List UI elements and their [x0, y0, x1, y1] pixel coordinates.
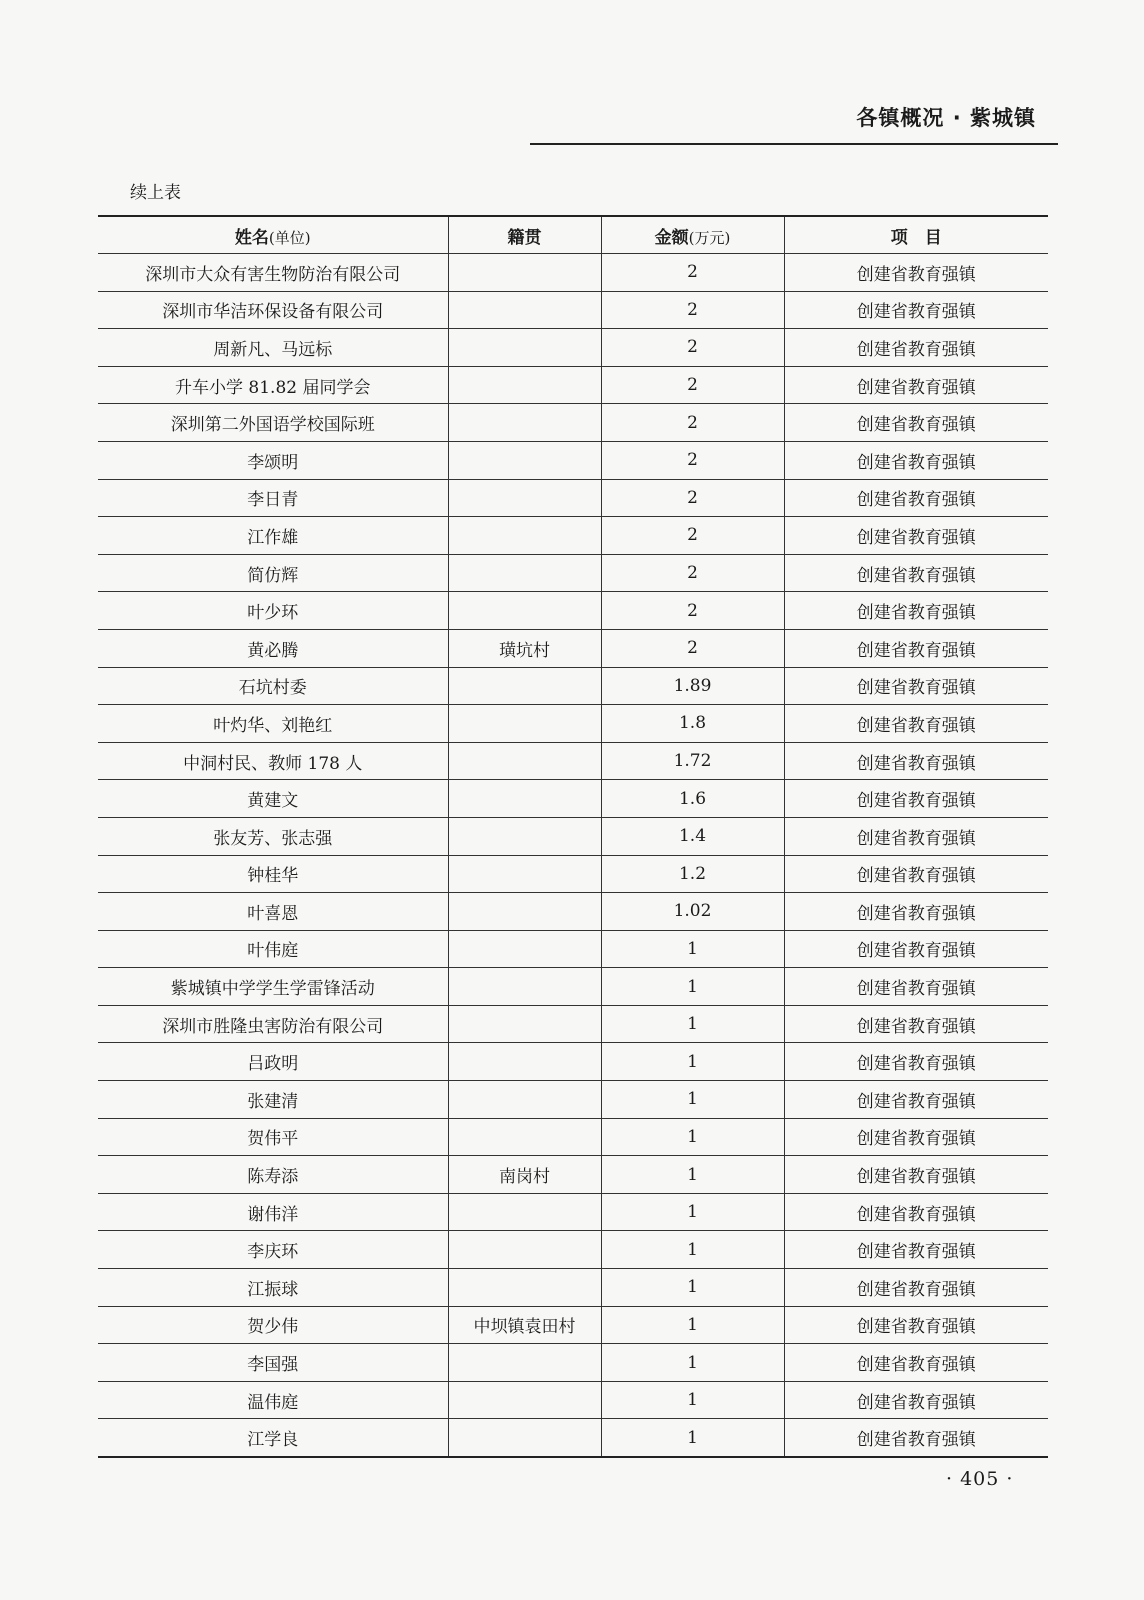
table-row — [98, 1344, 1048, 1382]
table-row — [98, 479, 1048, 517]
cell-name: 谢伟洋 — [98, 1193, 448, 1231]
cell-amount: 1.4 — [601, 817, 784, 855]
cell-origin — [448, 254, 601, 292]
cell-amount: 1 — [601, 1381, 784, 1419]
cell-origin — [448, 404, 601, 442]
table-row — [98, 1381, 1048, 1419]
cell-project: 创建省教育强镇 — [784, 1269, 1048, 1307]
cell-name: 李庆环 — [98, 1231, 448, 1269]
cell-origin — [448, 893, 601, 931]
cell-amount: 2 — [601, 592, 784, 630]
cell-name: 吕政明 — [98, 1043, 448, 1081]
cell-origin — [448, 1419, 601, 1457]
cell-project: 创建省教育强镇 — [784, 366, 1048, 404]
cell-origin — [448, 1043, 601, 1081]
cell-name: 叶喜恩 — [98, 893, 448, 931]
cell-name: 李日青 — [98, 479, 448, 517]
cell-origin — [448, 291, 601, 329]
cell-name: 黄建文 — [98, 780, 448, 818]
cell-origin: 璜坑村 — [448, 629, 601, 667]
cell-name: 升车小学 81.82 届同学会 — [98, 366, 448, 404]
cell-origin — [448, 1269, 601, 1307]
cell-amount: 1.8 — [601, 705, 784, 743]
cell-name: 叶少环 — [98, 592, 448, 630]
donation-table — [98, 215, 1048, 1458]
cell-origin — [448, 479, 601, 517]
cell-origin — [448, 1005, 601, 1043]
table-row — [98, 517, 1048, 555]
cell-origin — [448, 930, 601, 968]
table-row — [98, 1419, 1048, 1457]
cell-project: 创建省教育强镇 — [784, 1081, 1048, 1119]
cell-project: 创建省教育强镇 — [784, 1156, 1048, 1194]
cell-project: 创建省教育强镇 — [784, 1118, 1048, 1156]
cell-amount: 1.89 — [601, 667, 784, 705]
cell-name: 叶伟庭 — [98, 930, 448, 968]
cell-name: 温伟庭 — [98, 1381, 448, 1419]
cell-project: 创建省教育强镇 — [784, 855, 1048, 893]
cell-origin: 中坝镇袁田村 — [448, 1306, 601, 1344]
cell-origin — [448, 554, 601, 592]
cell-origin — [448, 1118, 601, 1156]
table-row — [98, 291, 1048, 329]
cell-amount: 2 — [601, 366, 784, 404]
cell-project: 创建省教育强镇 — [784, 1381, 1048, 1419]
column-header-amount: 金额(万元) — [601, 216, 784, 254]
cell-project: 创建省教育强镇 — [784, 742, 1048, 780]
table-row — [98, 968, 1048, 1006]
cell-amount: 2 — [601, 404, 784, 442]
table-row — [98, 930, 1048, 968]
cell-project: 创建省教育强镇 — [784, 592, 1048, 630]
cell-name: 李颂明 — [98, 441, 448, 479]
cell-project: 创建省教育强镇 — [784, 817, 1048, 855]
cell-project: 创建省教育强镇 — [784, 1005, 1048, 1043]
cell-amount: 1 — [601, 968, 784, 1006]
cell-name: 深圳市胜隆虫害防治有限公司 — [98, 1005, 448, 1043]
cell-origin — [448, 1231, 601, 1269]
cell-amount: 1.02 — [601, 893, 784, 931]
cell-name: 江作雄 — [98, 517, 448, 555]
table-row — [98, 1269, 1048, 1307]
cell-origin — [448, 1344, 601, 1382]
cell-name: 张建清 — [98, 1081, 448, 1119]
table-row — [98, 254, 1048, 292]
cell-project: 创建省教育强镇 — [784, 968, 1048, 1006]
cell-project: 创建省教育强镇 — [784, 329, 1048, 367]
table-row — [98, 780, 1048, 818]
column-header-origin: 籍贯 — [448, 216, 601, 254]
cell-origin — [448, 817, 601, 855]
cell-name: 陈寿添 — [98, 1156, 448, 1194]
cell-origin — [448, 968, 601, 1006]
cell-project: 创建省教育强镇 — [784, 254, 1048, 292]
cell-origin — [448, 366, 601, 404]
cell-name: 江振球 — [98, 1269, 448, 1307]
cell-project: 创建省教育强镇 — [784, 554, 1048, 592]
table-body — [98, 254, 1048, 1458]
table-row — [98, 667, 1048, 705]
table-row — [98, 817, 1048, 855]
cell-origin — [448, 780, 601, 818]
cell-name: 石坑村委 — [98, 667, 448, 705]
cell-project: 创建省教育强镇 — [784, 291, 1048, 329]
cell-amount: 2 — [601, 517, 784, 555]
cell-name: 江学良 — [98, 1419, 448, 1457]
table-row — [98, 1118, 1048, 1156]
table-row — [98, 1081, 1048, 1119]
cell-origin — [448, 592, 601, 630]
cell-amount: 2 — [601, 441, 784, 479]
cell-amount: 1.6 — [601, 780, 784, 818]
page-header-title: 各镇概况 · 紫城镇 — [856, 106, 1036, 130]
cell-amount: 1 — [601, 1156, 784, 1194]
table-row — [98, 329, 1048, 367]
cell-amount: 1 — [601, 1043, 784, 1081]
table-row — [98, 1005, 1048, 1043]
cell-amount: 1.2 — [601, 855, 784, 893]
table-row — [98, 1043, 1048, 1081]
table-header — [98, 216, 1048, 254]
table-row — [98, 554, 1048, 592]
cell-name: 黄必腾 — [98, 629, 448, 667]
cell-name: 贺伟平 — [98, 1118, 448, 1156]
cell-amount: 1 — [601, 1344, 784, 1382]
cell-project: 创建省教育强镇 — [784, 1344, 1048, 1382]
cell-name: 叶灼华、刘艳红 — [98, 705, 448, 743]
cell-amount: 1 — [601, 1269, 784, 1307]
cell-project: 创建省教育强镇 — [784, 1419, 1048, 1457]
continuation-label: 续上表 — [130, 183, 181, 203]
cell-origin: 南岗村 — [448, 1156, 601, 1194]
cell-origin — [448, 1381, 601, 1419]
cell-origin — [448, 517, 601, 555]
cell-amount: 1 — [601, 1231, 784, 1269]
cell-project: 创建省教育强镇 — [784, 629, 1048, 667]
table-row — [98, 1193, 1048, 1231]
table-row — [98, 1231, 1048, 1269]
cell-amount: 1 — [601, 1306, 784, 1344]
cell-name: 简仿辉 — [98, 554, 448, 592]
cell-amount: 1 — [601, 1005, 784, 1043]
cell-project: 创建省教育强镇 — [784, 1306, 1048, 1344]
cell-amount: 2 — [601, 291, 784, 329]
table-row — [98, 441, 1048, 479]
cell-name: 中洞村民、教师 178 人 — [98, 742, 448, 780]
cell-origin — [448, 441, 601, 479]
cell-project: 创建省教育强镇 — [784, 780, 1048, 818]
cell-origin — [448, 329, 601, 367]
cell-amount: 1.72 — [601, 742, 784, 780]
cell-name: 张友芳、张志强 — [98, 817, 448, 855]
cell-name: 深圳市华洁环保设备有限公司 — [98, 291, 448, 329]
cell-name: 贺少伟 — [98, 1306, 448, 1344]
cell-project: 创建省教育强镇 — [784, 893, 1048, 931]
cell-origin — [448, 705, 601, 743]
table-row — [98, 705, 1048, 743]
cell-project: 创建省教育强镇 — [784, 930, 1048, 968]
page-number: · 405 · — [946, 1468, 1014, 1490]
cell-amount: 2 — [601, 554, 784, 592]
cell-project: 创建省教育强镇 — [784, 517, 1048, 555]
cell-origin — [448, 667, 601, 705]
cell-amount: 2 — [601, 479, 784, 517]
table-row — [98, 592, 1048, 630]
cell-amount: 2 — [601, 329, 784, 367]
cell-origin — [448, 1081, 601, 1119]
table-row — [98, 742, 1048, 780]
cell-project: 创建省教育强镇 — [784, 1043, 1048, 1081]
cell-project: 创建省教育强镇 — [784, 1231, 1048, 1269]
cell-name: 钟桂华 — [98, 855, 448, 893]
cell-amount: 1 — [601, 1118, 784, 1156]
table-row — [98, 855, 1048, 893]
column-header-project: 项 目 — [784, 216, 1048, 254]
cell-project: 创建省教育强镇 — [784, 441, 1048, 479]
cell-project: 创建省教育强镇 — [784, 404, 1048, 442]
cell-project: 创建省教育强镇 — [784, 1193, 1048, 1231]
table-row — [98, 629, 1048, 667]
table-row — [98, 404, 1048, 442]
header-rule — [530, 143, 1058, 145]
cell-amount: 1 — [601, 1193, 784, 1231]
cell-project: 创建省教育强镇 — [784, 667, 1048, 705]
column-header-name: 姓名(单位) — [98, 216, 448, 254]
cell-name: 深圳第二外国语学校国际班 — [98, 404, 448, 442]
cell-origin — [448, 855, 601, 893]
cell-amount: 2 — [601, 629, 784, 667]
cell-amount: 1 — [601, 1081, 784, 1119]
cell-amount: 1 — [601, 930, 784, 968]
cell-project: 创建省教育强镇 — [784, 705, 1048, 743]
cell-name: 紫城镇中学学生学雷锋活动 — [98, 968, 448, 1006]
cell-project: 创建省教育强镇 — [784, 479, 1048, 517]
table-row — [98, 366, 1048, 404]
cell-origin — [448, 742, 601, 780]
table-row — [98, 893, 1048, 931]
cell-name: 深圳市大众有害生物防治有限公司 — [98, 254, 448, 292]
cell-amount: 1 — [601, 1419, 784, 1457]
cell-name: 周新凡、马远标 — [98, 329, 448, 367]
cell-amount: 2 — [601, 254, 784, 292]
cell-name: 李国强 — [98, 1344, 448, 1382]
cell-origin — [448, 1193, 601, 1231]
table-row — [98, 1156, 1048, 1194]
table-row — [98, 1306, 1048, 1344]
